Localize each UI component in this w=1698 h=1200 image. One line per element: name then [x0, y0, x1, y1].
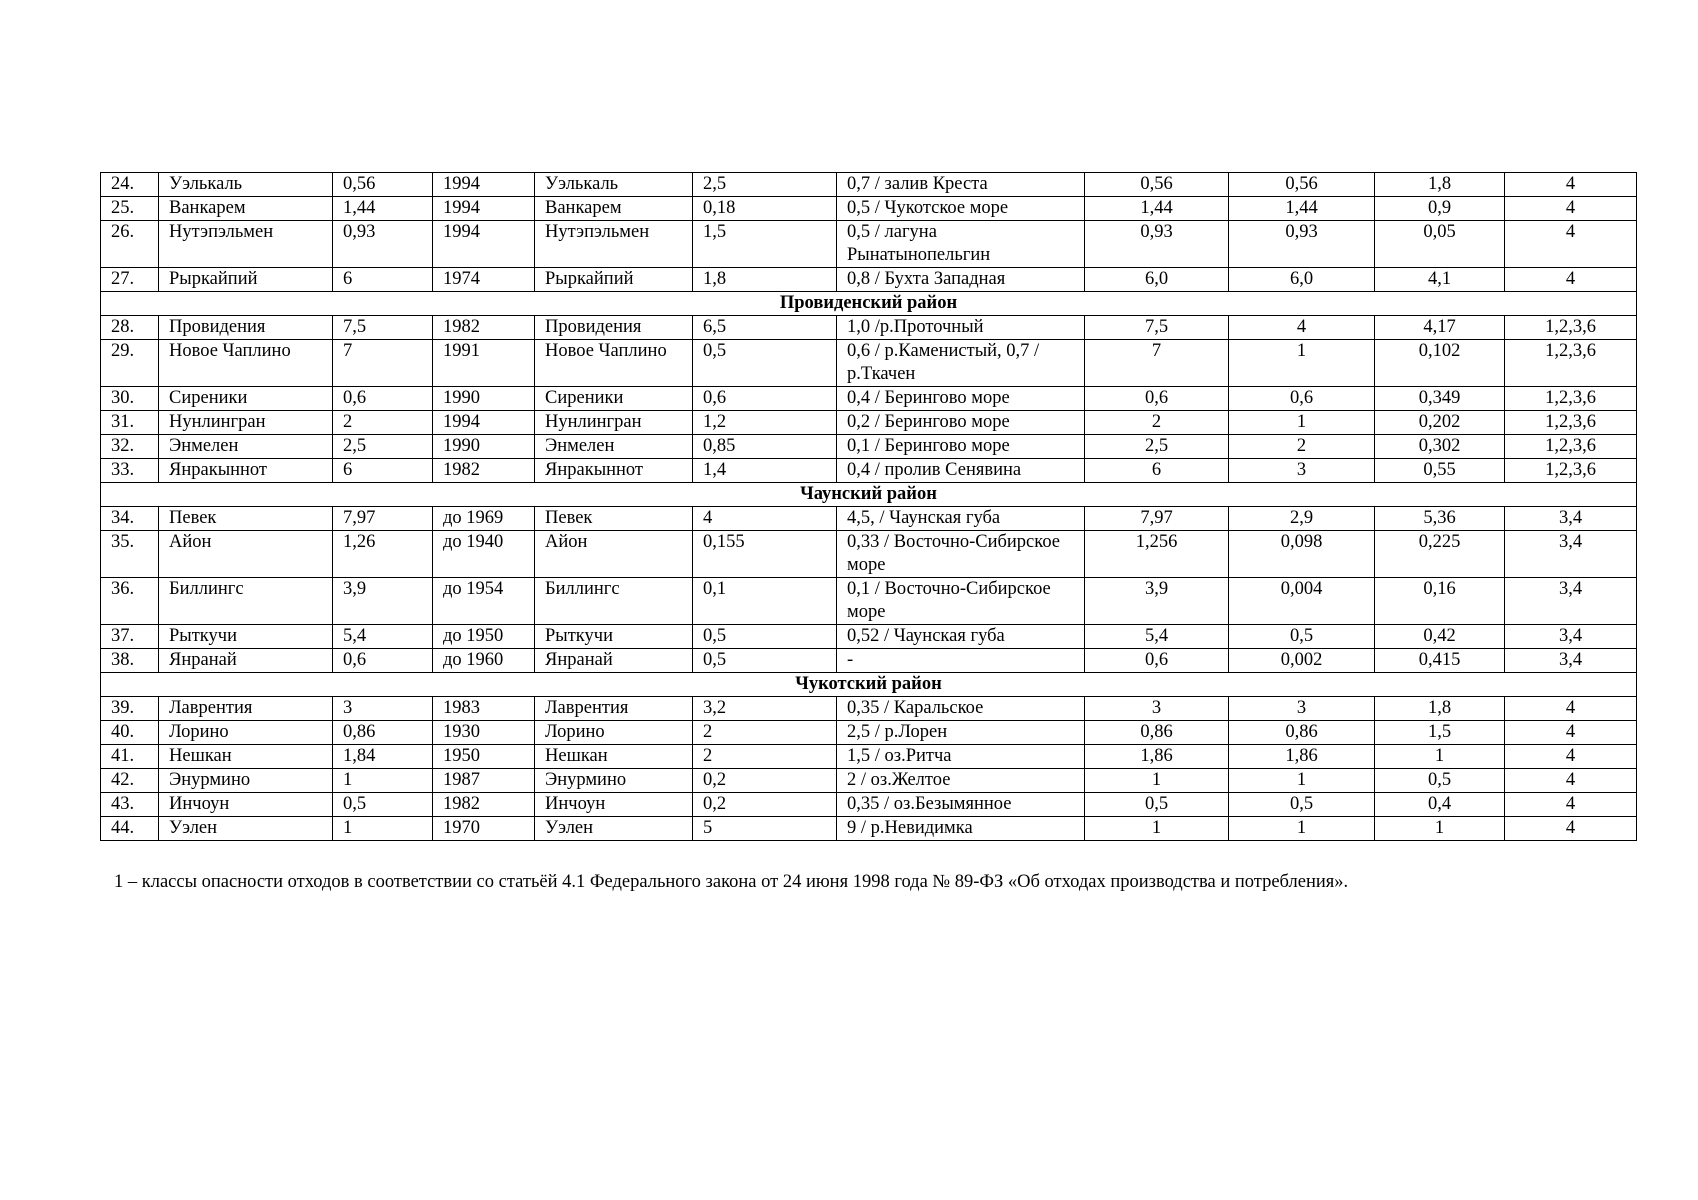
hazard-class-cell: 1,2,3,6: [1505, 459, 1637, 483]
year-cell: до 1954: [433, 578, 535, 625]
volume-cell: 0,415: [1375, 649, 1505, 673]
water-body-distance-cell: 0,4 / пролив Сенявина: [837, 459, 1085, 483]
year-cell: 1970: [433, 817, 535, 841]
table-row: [101, 745, 1637, 769]
location-cell: Айон: [535, 531, 693, 578]
used-area-cell: 1: [1229, 340, 1375, 387]
year-cell: до 1940: [433, 531, 535, 578]
area-cell: 6: [333, 459, 433, 483]
distance-cell: 0,5: [693, 625, 837, 649]
distance-cell: 1,8: [693, 268, 837, 292]
water-body-distance-cell: 0,8 / Бухта Западная: [837, 268, 1085, 292]
volume-cell: 0,349: [1375, 387, 1505, 411]
water-body-distance-cell: 0,5 / Чукотское море: [837, 197, 1085, 221]
settlement-name-cell: Провидения: [159, 316, 333, 340]
location-cell: Янракыннот: [535, 459, 693, 483]
table-row: [101, 793, 1637, 817]
volume-cell: 0,16: [1375, 578, 1505, 625]
area-cell: 1: [333, 817, 433, 841]
total-area-cell: 0,6: [1085, 649, 1229, 673]
hazard-class-cell: 1,2,3,6: [1505, 316, 1637, 340]
area-cell: 1,26: [333, 531, 433, 578]
total-area-cell: 0,5: [1085, 793, 1229, 817]
row-number-cell: 42.: [101, 769, 159, 793]
row-number-cell: 38.: [101, 649, 159, 673]
year-cell: 1950: [433, 745, 535, 769]
settlement-name-cell: Энмелен: [159, 435, 333, 459]
settlement-name-cell: Сиреники: [159, 387, 333, 411]
distance-cell: 0,85: [693, 435, 837, 459]
water-body-distance-cell: 0,35 / оз.Безымянное: [837, 793, 1085, 817]
area-cell: 3: [333, 697, 433, 721]
settlement-name-cell: Уэлькаль: [159, 173, 333, 197]
hazard-class-cell: 4: [1505, 697, 1637, 721]
distance-cell: 2,5: [693, 173, 837, 197]
distance-cell: 1,5: [693, 221, 837, 268]
year-cell: 1930: [433, 721, 535, 745]
row-number-cell: 35.: [101, 531, 159, 578]
total-area-cell: 2,5: [1085, 435, 1229, 459]
area-cell: 2,5: [333, 435, 433, 459]
year-cell: 1994: [433, 411, 535, 435]
section-header-row: [101, 673, 1637, 697]
distance-cell: 1,2: [693, 411, 837, 435]
distance-cell: 2: [693, 721, 837, 745]
year-cell: 1990: [433, 435, 535, 459]
document-page: [100, 172, 1636, 841]
table-row: [101, 387, 1637, 411]
settlement-name-cell: Лаврентия: [159, 697, 333, 721]
table-row: [101, 507, 1637, 531]
hazard-class-cell: 1,2,3,6: [1505, 340, 1637, 387]
hazard-class-cell: 4: [1505, 197, 1637, 221]
water-body-distance-cell: 2,5 / р.Лорен: [837, 721, 1085, 745]
settlement-name-cell: Биллингс: [159, 578, 333, 625]
table-row: [101, 268, 1637, 292]
water-body-distance-cell: 4,5, / Чаунская губа: [837, 507, 1085, 531]
distance-cell: 0,5: [693, 340, 837, 387]
distance-cell: 0,2: [693, 769, 837, 793]
total-area-cell: 1,44: [1085, 197, 1229, 221]
area-cell: 1: [333, 769, 433, 793]
section-title: Чукотский район: [101, 673, 1637, 697]
hazard-class-cell: 4: [1505, 268, 1637, 292]
settlement-name-cell: Певек: [159, 507, 333, 531]
location-cell: Янранай: [535, 649, 693, 673]
hazard-class-cell: 4: [1505, 221, 1637, 268]
area-cell: 0,56: [333, 173, 433, 197]
water-body-distance-cell: 0,35 / Каральское: [837, 697, 1085, 721]
section-title: Чаунский район: [101, 483, 1637, 507]
distance-cell: 3,2: [693, 697, 837, 721]
total-area-cell: 1,256: [1085, 531, 1229, 578]
table-row: [101, 817, 1637, 841]
table-row: [101, 769, 1637, 793]
hazard-class-cell: 1,2,3,6: [1505, 435, 1637, 459]
area-cell: 5,4: [333, 625, 433, 649]
used-area-cell: 0,5: [1229, 625, 1375, 649]
distance-cell: 1,4: [693, 459, 837, 483]
volume-cell: 4,1: [1375, 268, 1505, 292]
water-body-distance-cell: 0,1 / Восточно-Сибирское море: [837, 578, 1085, 625]
settlement-name-cell: Новое Чаплино: [159, 340, 333, 387]
location-cell: Уэлькаль: [535, 173, 693, 197]
section-header-row: [101, 483, 1637, 507]
total-area-cell: 1,86: [1085, 745, 1229, 769]
location-cell: Сиреники: [535, 387, 693, 411]
settlement-name-cell: Уэлен: [159, 817, 333, 841]
location-cell: Энурмино: [535, 769, 693, 793]
volume-cell: 1,8: [1375, 697, 1505, 721]
used-area-cell: 3: [1229, 459, 1375, 483]
table-row: [101, 173, 1637, 197]
year-cell: 1990: [433, 387, 535, 411]
row-number-cell: 29.: [101, 340, 159, 387]
row-number-cell: 44.: [101, 817, 159, 841]
location-cell: Лаврентия: [535, 697, 693, 721]
total-area-cell: 1: [1085, 817, 1229, 841]
table-row: [101, 697, 1637, 721]
location-cell: Провидения: [535, 316, 693, 340]
table-row: [101, 197, 1637, 221]
distance-cell: 4: [693, 507, 837, 531]
table-row: [101, 435, 1637, 459]
water-body-distance-cell: 9 / р.Невидимка: [837, 817, 1085, 841]
row-number-cell: 37.: [101, 625, 159, 649]
total-area-cell: 3: [1085, 697, 1229, 721]
year-cell: 1983: [433, 697, 535, 721]
area-cell: 0,6: [333, 649, 433, 673]
location-cell: Новое Чаплино: [535, 340, 693, 387]
total-area-cell: 0,86: [1085, 721, 1229, 745]
total-area-cell: 2: [1085, 411, 1229, 435]
location-cell: Инчоун: [535, 793, 693, 817]
water-body-distance-cell: 2 / оз.Желтое: [837, 769, 1085, 793]
water-body-distance-cell: 0,2 / Берингово море: [837, 411, 1085, 435]
year-cell: 1994: [433, 221, 535, 268]
table-row: [101, 411, 1637, 435]
row-number-cell: 30.: [101, 387, 159, 411]
hazard-class-cell: 4: [1505, 817, 1637, 841]
hazard-class-cell: 4: [1505, 793, 1637, 817]
used-area-cell: 2: [1229, 435, 1375, 459]
volume-cell: 1: [1375, 745, 1505, 769]
total-area-cell: 7,97: [1085, 507, 1229, 531]
row-number-cell: 26.: [101, 221, 159, 268]
hazard-class-cell: 3,4: [1505, 531, 1637, 578]
area-cell: 7,5: [333, 316, 433, 340]
table-body: [101, 173, 1637, 841]
distance-cell: 2: [693, 745, 837, 769]
table-row: [101, 340, 1637, 387]
hazard-class-cell: 4: [1505, 769, 1637, 793]
hazard-class-cell: 1,2,3,6: [1505, 411, 1637, 435]
settlement-name-cell: Лорино: [159, 721, 333, 745]
waste-sites-table: [100, 172, 1637, 841]
water-body-distance-cell: -: [837, 649, 1085, 673]
area-cell: 3,9: [333, 578, 433, 625]
total-area-cell: 1: [1085, 769, 1229, 793]
row-number-cell: 25.: [101, 197, 159, 221]
row-number-cell: 36.: [101, 578, 159, 625]
volume-cell: 0,05: [1375, 221, 1505, 268]
water-body-distance-cell: 0,6 / р.Каменистый, 0,7 / р.Ткачен: [837, 340, 1085, 387]
water-body-distance-cell: 0,7 / залив Креста: [837, 173, 1085, 197]
row-number-cell: 34.: [101, 507, 159, 531]
table-row: [101, 531, 1637, 578]
location-cell: Ванкарем: [535, 197, 693, 221]
water-body-distance-cell: 0,4 / Берингово море: [837, 387, 1085, 411]
footnote: 1 – классы опасности отходов в соответствии со статьёй 4.1 Федерального закона от 24 июня 1998 года № 89-ФЗ «Об отходах производства и потребления».: [114, 872, 1349, 892]
row-number-cell: 41.: [101, 745, 159, 769]
location-cell: Нутэпэльмен: [535, 221, 693, 268]
total-area-cell: 0,6: [1085, 387, 1229, 411]
settlement-name-cell: Нешкан: [159, 745, 333, 769]
distance-cell: 0,155: [693, 531, 837, 578]
settlement-name-cell: Янранай: [159, 649, 333, 673]
distance-cell: 5: [693, 817, 837, 841]
volume-cell: 1,5: [1375, 721, 1505, 745]
year-cell: 1994: [433, 173, 535, 197]
row-number-cell: 33.: [101, 459, 159, 483]
location-cell: Нешкан: [535, 745, 693, 769]
volume-cell: 0,5: [1375, 769, 1505, 793]
area-cell: 6: [333, 268, 433, 292]
year-cell: 1987: [433, 769, 535, 793]
distance-cell: 6,5: [693, 316, 837, 340]
settlement-name-cell: Инчоун: [159, 793, 333, 817]
distance-cell: 0,5: [693, 649, 837, 673]
table-row: [101, 625, 1637, 649]
row-number-cell: 24.: [101, 173, 159, 197]
settlement-name-cell: Айон: [159, 531, 333, 578]
volume-cell: 1: [1375, 817, 1505, 841]
used-area-cell: 0,098: [1229, 531, 1375, 578]
used-area-cell: 1: [1229, 769, 1375, 793]
volume-cell: 0,9: [1375, 197, 1505, 221]
area-cell: 1,44: [333, 197, 433, 221]
hazard-class-cell: 3,4: [1505, 578, 1637, 625]
used-area-cell: 2,9: [1229, 507, 1375, 531]
year-cell: до 1969: [433, 507, 535, 531]
total-area-cell: 6,0: [1085, 268, 1229, 292]
section-header-row: [101, 292, 1637, 316]
table-row: [101, 578, 1637, 625]
area-cell: 7,97: [333, 507, 433, 531]
location-cell: Биллингс: [535, 578, 693, 625]
used-area-cell: 3: [1229, 697, 1375, 721]
year-cell: до 1950: [433, 625, 535, 649]
used-area-cell: 0,004: [1229, 578, 1375, 625]
settlement-name-cell: Рыркайпий: [159, 268, 333, 292]
row-number-cell: 43.: [101, 793, 159, 817]
area-cell: 7: [333, 340, 433, 387]
location-cell: Певек: [535, 507, 693, 531]
row-number-cell: 39.: [101, 697, 159, 721]
area-cell: 0,93: [333, 221, 433, 268]
water-body-distance-cell: 1,5 / оз.Ритча: [837, 745, 1085, 769]
location-cell: Уэлен: [535, 817, 693, 841]
location-cell: Энмелен: [535, 435, 693, 459]
settlement-name-cell: Рыткучи: [159, 625, 333, 649]
settlement-name-cell: Нунлингран: [159, 411, 333, 435]
hazard-class-cell: 3,4: [1505, 625, 1637, 649]
water-body-distance-cell: 0,33 / Восточно-Сибирское море: [837, 531, 1085, 578]
distance-cell: 0,6: [693, 387, 837, 411]
total-area-cell: 0,56: [1085, 173, 1229, 197]
used-area-cell: 0,6: [1229, 387, 1375, 411]
hazard-class-cell: 3,4: [1505, 507, 1637, 531]
used-area-cell: 1,44: [1229, 197, 1375, 221]
distance-cell: 0,1: [693, 578, 837, 625]
total-area-cell: 3,9: [1085, 578, 1229, 625]
area-cell: 0,86: [333, 721, 433, 745]
row-number-cell: 32.: [101, 435, 159, 459]
location-cell: Рыркайпий: [535, 268, 693, 292]
volume-cell: 0,55: [1375, 459, 1505, 483]
volume-cell: 0,102: [1375, 340, 1505, 387]
year-cell: 1982: [433, 793, 535, 817]
total-area-cell: 7,5: [1085, 316, 1229, 340]
table-row: [101, 459, 1637, 483]
location-cell: Нунлингран: [535, 411, 693, 435]
settlement-name-cell: Нутэпэльмен: [159, 221, 333, 268]
total-area-cell: 6: [1085, 459, 1229, 483]
used-area-cell: 6,0: [1229, 268, 1375, 292]
used-area-cell: 0,86: [1229, 721, 1375, 745]
total-area-cell: 0,93: [1085, 221, 1229, 268]
volume-cell: 0,202: [1375, 411, 1505, 435]
section-title: Провиденский район: [101, 292, 1637, 316]
location-cell: Рыткучи: [535, 625, 693, 649]
hazard-class-cell: 4: [1505, 745, 1637, 769]
row-number-cell: 27.: [101, 268, 159, 292]
volume-cell: 0,42: [1375, 625, 1505, 649]
used-area-cell: 4: [1229, 316, 1375, 340]
area-cell: 0,5: [333, 793, 433, 817]
volume-cell: 0,225: [1375, 531, 1505, 578]
used-area-cell: 0,002: [1229, 649, 1375, 673]
water-body-distance-cell: 0,1 / Берингово море: [837, 435, 1085, 459]
year-cell: до 1960: [433, 649, 535, 673]
table-row: [101, 221, 1637, 268]
used-area-cell: 0,93: [1229, 221, 1375, 268]
year-cell: 1974: [433, 268, 535, 292]
volume-cell: 0,4: [1375, 793, 1505, 817]
settlement-name-cell: Янракыннот: [159, 459, 333, 483]
year-cell: 1982: [433, 459, 535, 483]
settlement-name-cell: Энурмино: [159, 769, 333, 793]
row-number-cell: 40.: [101, 721, 159, 745]
hazard-class-cell: 1,2,3,6: [1505, 387, 1637, 411]
used-area-cell: 1: [1229, 411, 1375, 435]
table-row: [101, 316, 1637, 340]
hazard-class-cell: 4: [1505, 173, 1637, 197]
hazard-class-cell: 4: [1505, 721, 1637, 745]
row-number-cell: 28.: [101, 316, 159, 340]
water-body-distance-cell: 1,0 /р.Проточный: [837, 316, 1085, 340]
distance-cell: 0,18: [693, 197, 837, 221]
area-cell: 1,84: [333, 745, 433, 769]
table-row: [101, 721, 1637, 745]
water-body-distance-cell: 0,52 / Чаунская губа: [837, 625, 1085, 649]
used-area-cell: 0,5: [1229, 793, 1375, 817]
table-row: [101, 649, 1637, 673]
year-cell: 1994: [433, 197, 535, 221]
area-cell: 2: [333, 411, 433, 435]
water-body-distance-cell: 0,5 / лагуна Рынатынопельгин: [837, 221, 1085, 268]
location-cell: Лорино: [535, 721, 693, 745]
total-area-cell: 7: [1085, 340, 1229, 387]
hazard-class-cell: 3,4: [1505, 649, 1637, 673]
year-cell: 1982: [433, 316, 535, 340]
used-area-cell: 1,86: [1229, 745, 1375, 769]
distance-cell: 0,2: [693, 793, 837, 817]
settlement-name-cell: Ванкарем: [159, 197, 333, 221]
volume-cell: 4,17: [1375, 316, 1505, 340]
year-cell: 1991: [433, 340, 535, 387]
used-area-cell: 1: [1229, 817, 1375, 841]
volume-cell: 1,8: [1375, 173, 1505, 197]
volume-cell: 0,302: [1375, 435, 1505, 459]
total-area-cell: 5,4: [1085, 625, 1229, 649]
row-number-cell: 31.: [101, 411, 159, 435]
area-cell: 0,6: [333, 387, 433, 411]
used-area-cell: 0,56: [1229, 173, 1375, 197]
volume-cell: 5,36: [1375, 507, 1505, 531]
